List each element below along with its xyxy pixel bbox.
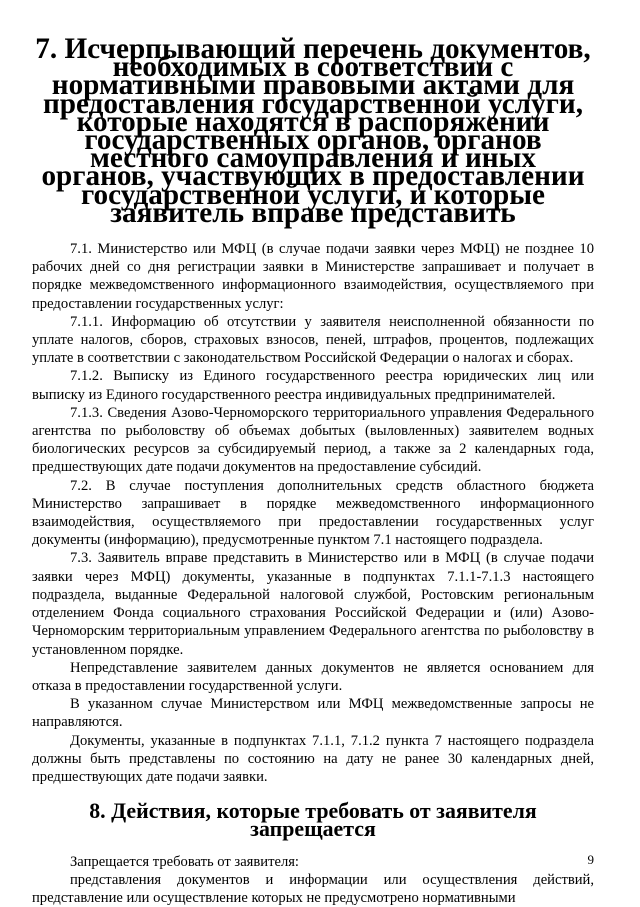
section-8-heading: 8. Действия, которые требовать от заявителя запрещается [89,798,537,842]
paragraph-document-date: Документы, указанные в подпунктах 7.1.1, 7.1.2 пункта 7 настоящего подраздела должны быть представлены по состоянию на дату не ранее 30 календарных дней, предшествующих дате подачи заявки. [32,732,594,785]
section-7-heading: 7. Исчерпывающий перечень документов, необходимых в соответствии с нормативными правовыми актами для предоставления государственной услуги, которые находятся в распоряжении государственных органов, органов местного самоуправления и иных органов, участвующих в предоставлении государственной услуги, и которые заявитель вправе представить [35,33,591,229]
paragraph-7-1-2: 7.1.2. Выписку из Единого государственного реестра юридических лиц или выписку из Единого государственного реестра индивидуальных предпринимателей. [32,368,594,403]
paragraph-7-2: 7.2. В случае поступления дополнительных средств областного бюджета Министерство запрашивает в порядке межведомственного информационного взаимодействия, осуществляемого при предоставлении государственных услуг документы (информацию), предусмотренные пунктом 7.1 настоящего подраздела. [32,477,594,549]
paragraph-no-requests: В указанном случае Министерством или МФЦ межведомственные запросы не направляются. [32,696,594,731]
paragraph-7-3: 7.3. Заявитель вправе представить в Министерство или в МФЦ (в случае подачи заявки через МФЦ) документы, указанные в подпунктах 7.1.1-7.1.3 настоящего подраздела, выданные Федеральной налоговой службой, Ростовским региональным отделением Фонда социального страхования Российской Федерации и (или) Азово-Черноморским территориальным управлением Федерального агентства по рыболовству в установленном порядке. [32,550,594,658]
paragraph-prohibition-item: представления документов и информации или осуществления действий, представление или осуществление которых не предусмотрено нормативными [32,871,594,906]
paragraph-non-submission: Непредставление заявителем данных документов не является основанием для отказа в предоставлении государственной услуги. [32,659,594,694]
page-number: 9 [587,852,594,867]
paragraph-prohibition-intro: Запрещается требовать от заявителя: [70,853,299,870]
paragraph-7-1-1: 7.1.1. Информацию об отсутствии у заявителя неисполненной обязанности по уплате налогов, сборов, страховых взносов, пеней, штрафов, процентов, подлежащих уплате в соответствии с законодательством Российской Федерации о налогах и сборах. [32,313,594,367]
document-page [32,33,594,907]
paragraph-7-1-3: 7.1.3. Сведения Азово-Черноморского территориального управления Федерального агентства по рыболовству об объемах добытых (выловленных) заявителем водных биологических ресурсов за субсидируемый период, а также за 2 календарных года, предшествующих дате подачи документов на предоставление субсидий. [32,404,594,476]
paragraph-7-1: 7.1. Министерство или МФЦ (в случае подачи заявки через МФЦ) не позднее 10 рабочих дней со дня регистрации заявки в Министерстве запрашивает и получает в порядке межведомственного информационного взаимодействия, осуществляемого при предоставлении государственных услуг: [32,241,594,312]
